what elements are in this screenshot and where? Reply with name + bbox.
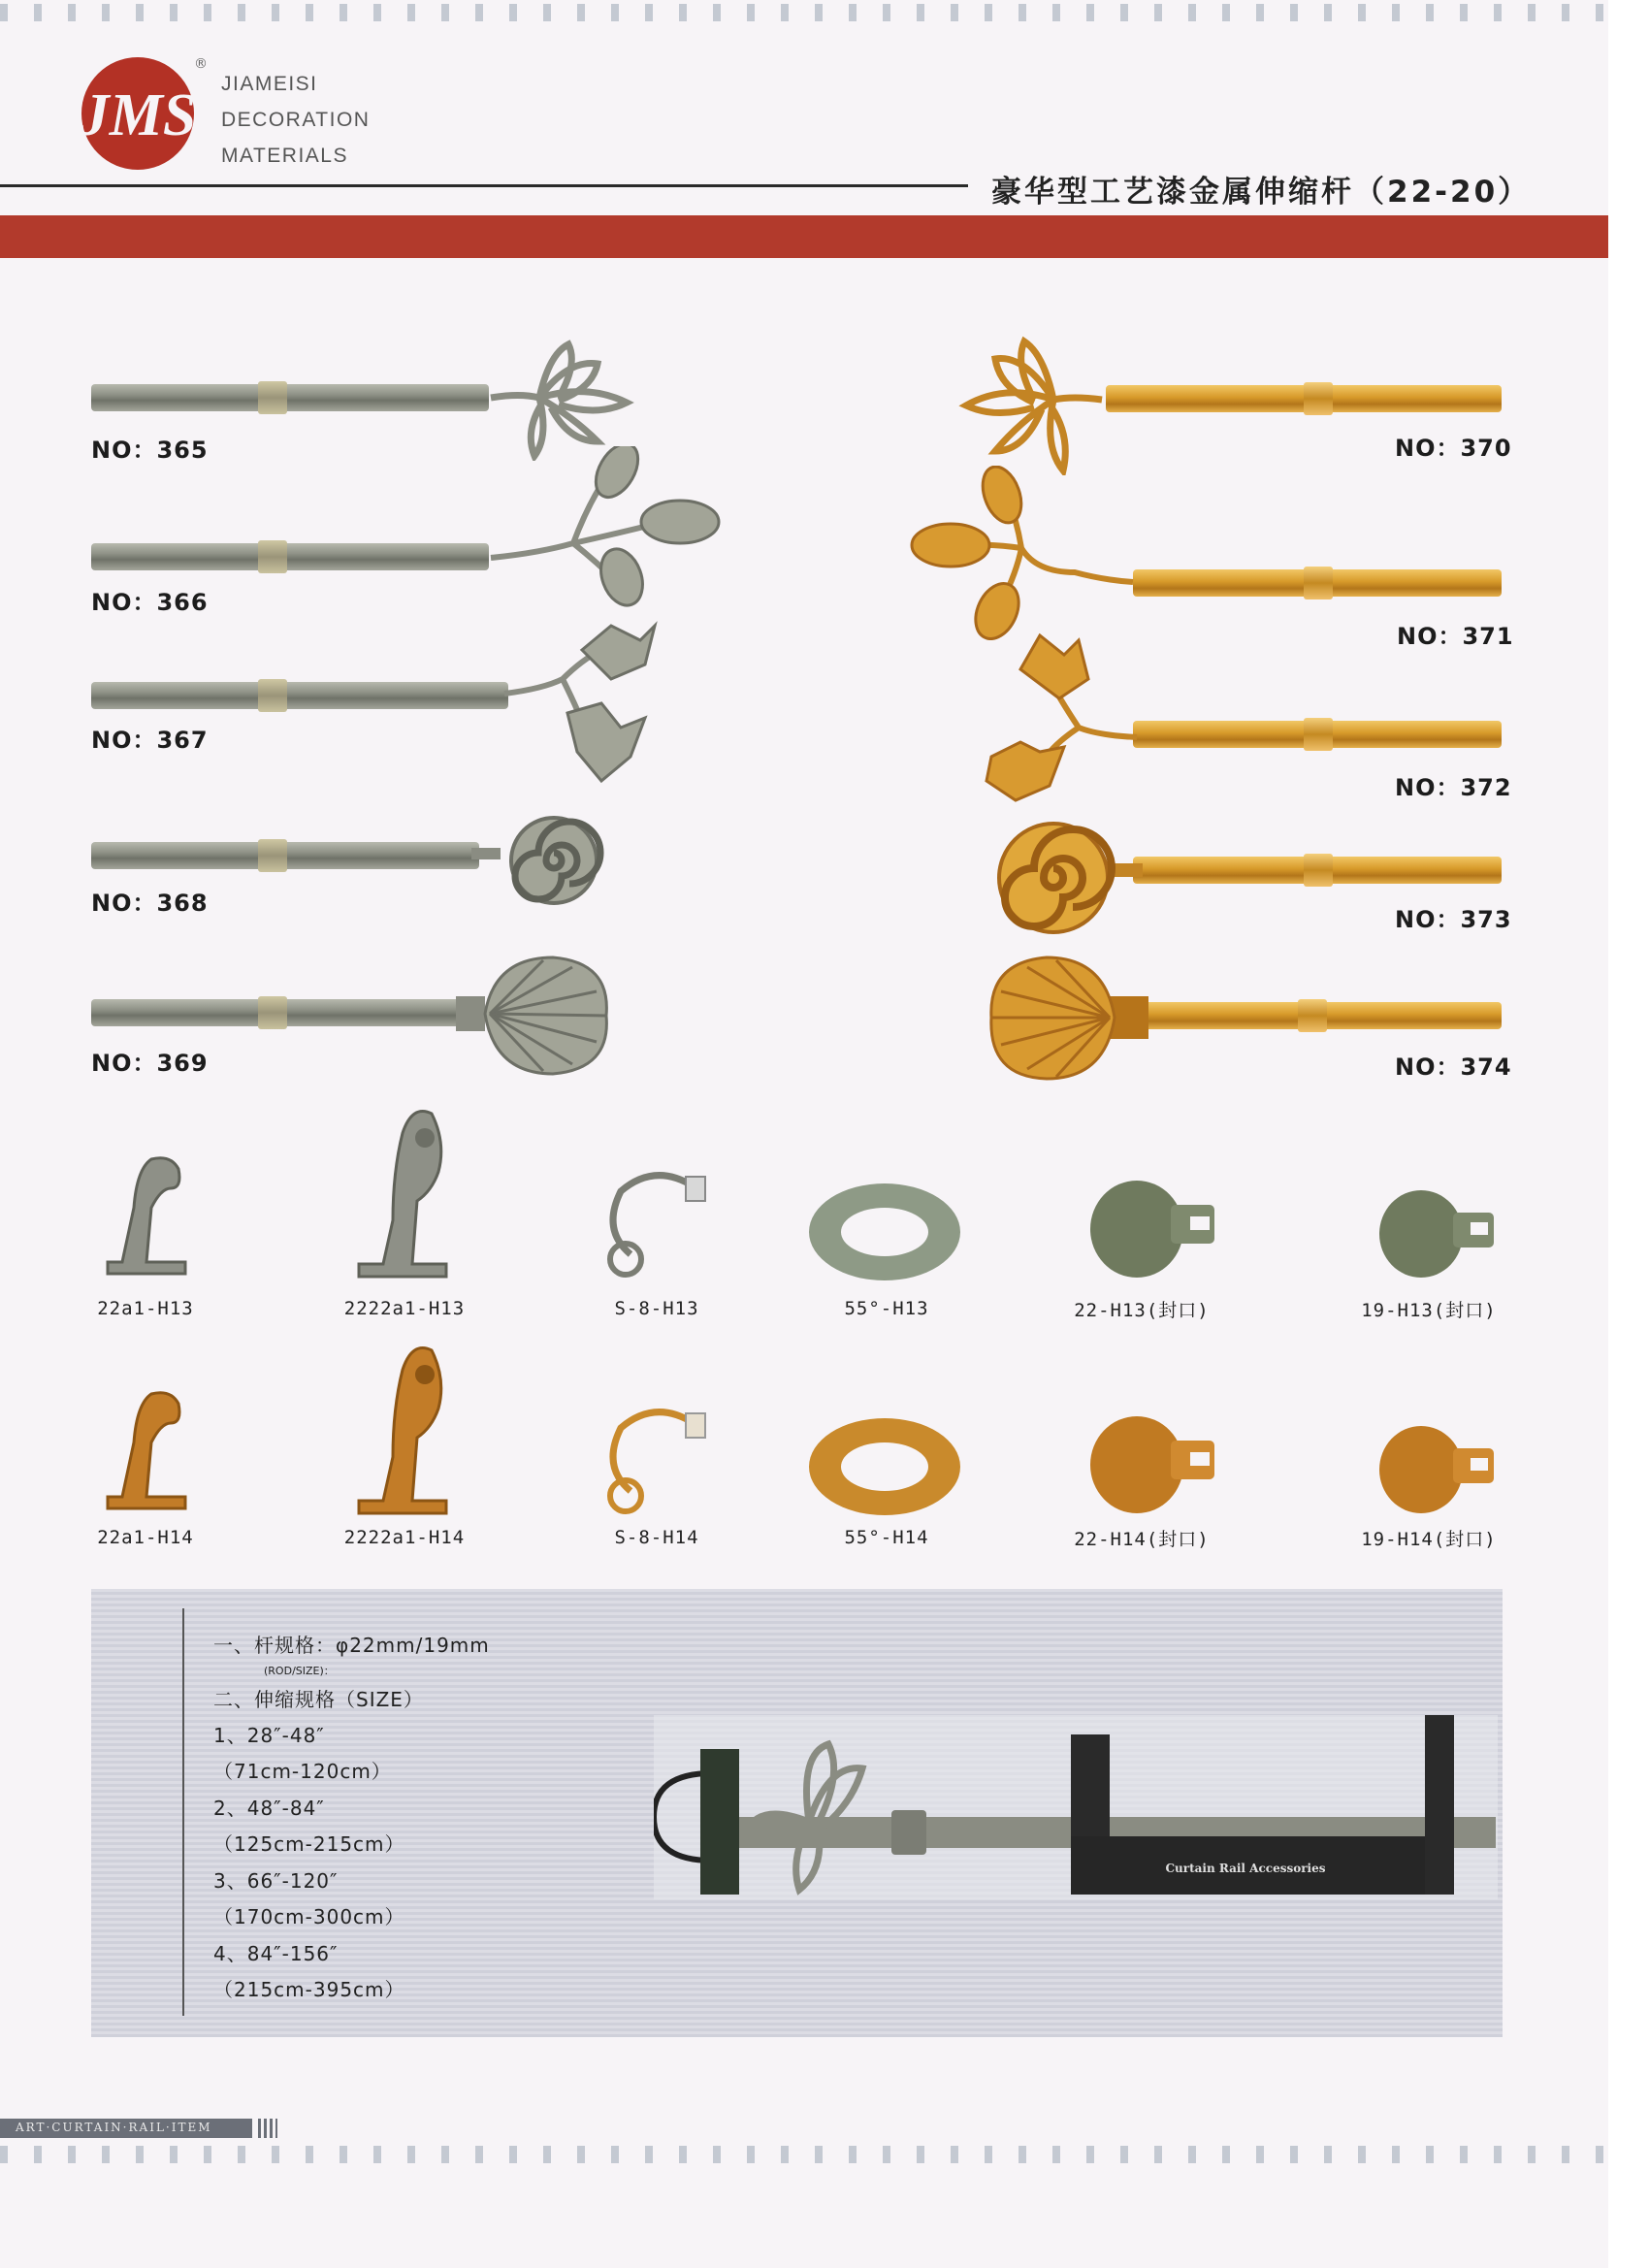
product-label: NO：367 [91, 727, 209, 754]
size-cm: （71cm-120cm） [213, 1760, 392, 1783]
size-cm: （125cm-215cm） [213, 1832, 405, 1856]
accent-bar [0, 215, 1608, 258]
bracket-large-icon [349, 1341, 456, 1520]
product-label: NO：373 [1395, 906, 1512, 933]
size-inch: 3、66″-120″ [213, 1869, 339, 1893]
size-inch: 2、48″-84″ [213, 1797, 325, 1820]
rod-size-spec: 一、杆规格：φ22mm/19mm [213, 1634, 490, 1657]
accessory-label: 2222a1-H13 [343, 1298, 466, 1319]
registered-mark: ® [194, 56, 208, 72]
brand-name [221, 66, 370, 174]
product-label: NO：366 [91, 589, 209, 616]
ring-hook-icon [597, 1162, 718, 1283]
page-edge [1608, 0, 1649, 2268]
ivy-leaf-icon [495, 621, 660, 795]
size-cm: （215cm-395cm） [213, 1978, 405, 2001]
end-cap-22-icon [1088, 1411, 1219, 1518]
footer-ticks [258, 2119, 277, 2138]
footer-label: ART·CURTAIN·RAIL·ITEM [16, 2121, 212, 2134]
leaf-branch-icon [910, 466, 1143, 640]
accessory-label: 19-H14(封口) [1361, 1529, 1497, 1550]
page-title: 豪华型工艺漆金属伸缩杆（22-20） [991, 175, 1532, 210]
accessory-label: 22-H13(封口) [1074, 1300, 1210, 1321]
bracket-small-icon [93, 1150, 200, 1280]
fan-icon [956, 330, 1112, 475]
ivy-leaf-icon [982, 631, 1147, 805]
product-label: NO：372 [1395, 774, 1512, 801]
product-label: NO：369 [91, 1050, 209, 1077]
bracket-large-icon [349, 1104, 456, 1283]
accessory-label: 2222a1-H14 [343, 1527, 466, 1548]
end-cap-19-icon [1377, 1185, 1499, 1282]
accessory-label: 19-H13(封口) [1361, 1300, 1497, 1321]
grommet-icon [805, 1179, 965, 1285]
product-label: NO：370 [1395, 435, 1512, 462]
size-inch: 4、84″-156″ [213, 1942, 339, 1965]
spiral-icon [987, 820, 1143, 941]
accessory-label: 22a1-H13 [97, 1298, 194, 1319]
accessory-label: 55°-H13 [844, 1298, 929, 1319]
ring-hook-icon [597, 1399, 718, 1520]
jms-logo [78, 53, 199, 175]
accessory-label: 22a1-H14 [97, 1527, 194, 1548]
rod-size-sub: (ROD/SIZE)： [264, 1665, 335, 1677]
size-cm: （170cm-300cm） [213, 1905, 405, 1928]
accessory-label: S-8-H14 [614, 1527, 699, 1548]
fan-icon [481, 335, 636, 461]
spiral-icon [471, 810, 617, 917]
header-rule [0, 184, 968, 187]
product-label: NO：371 [1397, 623, 1514, 650]
accessory-label: S-8-H13 [614, 1298, 699, 1319]
brand-line-2: DECORATION [221, 109, 371, 131]
box-label: Curtain Rail Accessories [1165, 1862, 1326, 1875]
top-perforation [0, 4, 1610, 21]
size-inch: 1、28″-48″ [213, 1724, 325, 1747]
end-cap-22-icon [1088, 1176, 1219, 1282]
brand-line-3: MATERIALS [221, 145, 348, 167]
extension-spec-heading: 二、伸缩规格（SIZE） [213, 1688, 424, 1711]
leaf-branch-icon [481, 446, 724, 611]
bottom-perforation [0, 2146, 1610, 2163]
product-label: NO：374 [1395, 1053, 1512, 1081]
shell-icon [456, 953, 611, 1079]
spec-panel [91, 1589, 1503, 2037]
footer-bar [0, 2119, 252, 2138]
spec-divider [182, 1608, 184, 2016]
shell-icon [984, 953, 1148, 1084]
grommet-icon [805, 1413, 965, 1520]
product-label: NO：368 [91, 890, 209, 917]
brand-line-1: JIAMEISI [221, 73, 318, 95]
accessory-label: 55°-H14 [844, 1527, 929, 1548]
end-cap-19-icon [1377, 1421, 1499, 1518]
accessory-label: 22-H14(封口) [1074, 1529, 1210, 1550]
packaged-rod-image [654, 1715, 1498, 1899]
bracket-small-icon [93, 1384, 200, 1515]
product-label: NO：365 [91, 437, 209, 464]
logo-text: JMS [79, 82, 197, 148]
